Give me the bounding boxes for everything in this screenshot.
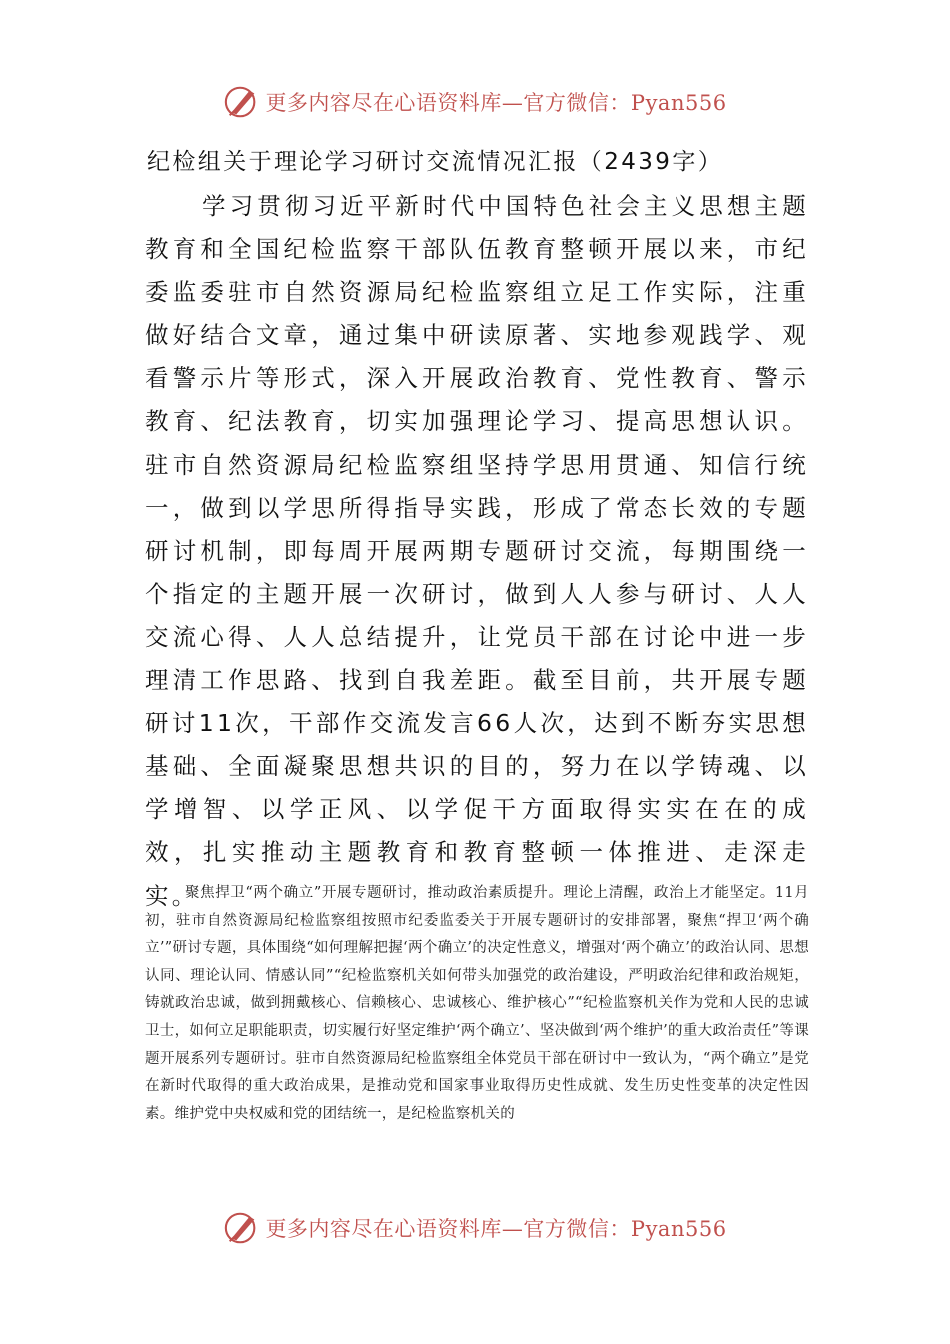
intro-paragraph: 学习贯彻习近平新时代中国特色社会主义思想主题教育和全国纪检监察干部队伍教育整顿开展以来，市纪委监委驻市自然资源局纪检监察组立足工作实际，注重做好结合文章，通过集中研读原著、实地参观践学、观看警示片等形式，深入开展政治教育、党性教育、警示教育、纪法教育，切实加强理论学习、提高思想认识。驻市自然资源局纪检监察组坚持学思用贯通、知信行统一，做到以学思所得指导实践，形成了常态长效的专题研讨机制，即每周开展两期专题研讨交流，每期围绕一个指定的主题开展一次研讨，做到人人参与研讨、人人交流心得、人人总结提升，让党员干部在讨论中进一步理清工作思路、找到自我差距。截至目前，共开展专题研讨11次，干部作交流发言66人次，达到不断夯实思想基础、全面凝聚思想共识的目的，努力在以学铸魂、以学增智、以学正风、以学促干方面取得实实在在的成效，扎实推动主题教育和教育整顿一体推进、走深走实。 [145, 192, 809, 910]
watermark-text: 更多内容尽在心语资料库—官方微信：Pyan556 [265, 1217, 727, 1241]
watermark-text: 更多内容尽在心语资料库—官方微信：Pyan556 [265, 91, 727, 115]
section-paragraph: 聚焦捍卫“两个确立”开展专题研讨，推动政治素质提升。理论上清醒，政治上才能坚定。11月初，驻市自然资源局纪检监察组按照市纪委监委关于开展专题研讨的安排部署，聚焦“捍卫‘两个确立’”研讨专题，具体围绕“如何理解把握‘两个确立’的决定性意义，增强对‘两个确立’的政治认同、思想认同、理论认同、情感认同”“纪检监察机关如何带头加强党的政治建设，严明政治纪律和政治规矩，铸就政治忠诚，做到拥戴核心、信赖核心、忠诚核心、维护核心”“纪检监察机关作为党和人民的忠诚卫士，如何立足职能职责，切实履行好坚定维护‘两个确立’、坚决做到‘两个维护’的重大政治责任”等课题开展系列专题研讨。驻市自然资源局纪检监察组全体党员干部在研讨中一致认为，“两个确立”是党在新时代取得的重大政治成果，是推动党和国家事业取得历史性成就、发生历史性变革的决定性因素。维护党中央权威和党的团结统一，是纪检监察机关的 [145, 885, 809, 1122]
document-title: 纪检组关于理论学习研讨交流情况汇报（2439字） [147, 149, 724, 175]
watermark-banner-bottom [0, 1206, 950, 1250]
quill-pen-icon [223, 1209, 261, 1247]
watermark-banner-top [0, 80, 950, 124]
quill-pen-icon [223, 83, 261, 121]
